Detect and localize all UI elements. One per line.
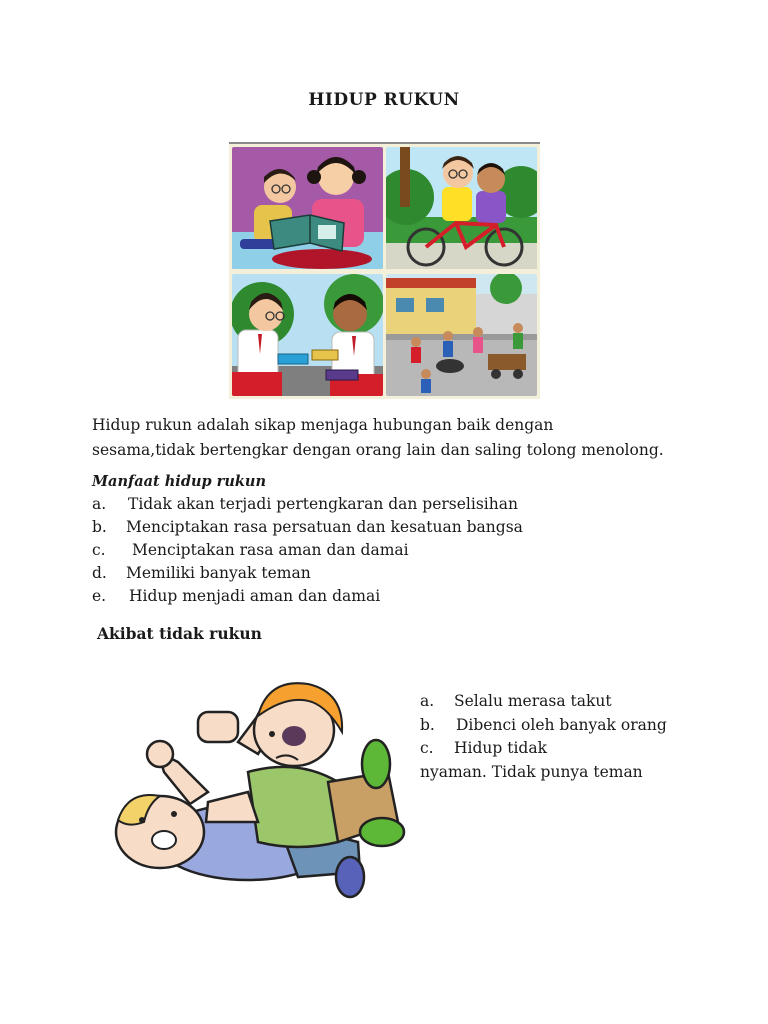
page-title: HIDUP RUKUN [308,90,460,110]
kids-reading-book-illustration [232,147,383,269]
list-item: a. Tidak akan terjadi pertengkaran dan perselisihan [92,495,518,513]
intro-paragraph [92,413,692,463]
list-item: b. Menciptakan rasa persatuan dan kesatuan bangsa [92,518,523,536]
list-item: c. Menciptakan rasa aman dan damai [92,541,409,559]
kids-riding-bicycle-illustration [386,147,537,269]
consequences-list [420,690,700,784]
kids-sharing-food-illustration [232,274,383,396]
benefits-heading: Manfaat hidup rukun [92,473,266,490]
list-item: b. Dibenci oleh banyak orang [420,715,667,734]
harmony-illustration-collage [229,144,540,399]
intro-line: sesama,tidak bertengkar dengan orang lain dan saling tolong menolong. [92,441,664,459]
list-item: e. Hidup menjadi aman dan damai [92,587,381,605]
intro-line: Hidup rukun adalah sikap menjaga hubungan baik dengan [92,416,554,434]
kids-cleaning-road-illustration [386,274,537,396]
kids-fighting-illustration [98,672,408,904]
list-item: c. Hidup tidak [420,739,547,757]
benefits-list [92,493,523,608]
list-item: d. Memiliki banyak teman [92,564,311,582]
list-item-continuation: nyaman. Tidak punya teman [420,762,643,781]
consequences-heading: Akibat tidak rukun [97,624,262,643]
list-item: a. Selalu merasa takut [420,692,612,710]
